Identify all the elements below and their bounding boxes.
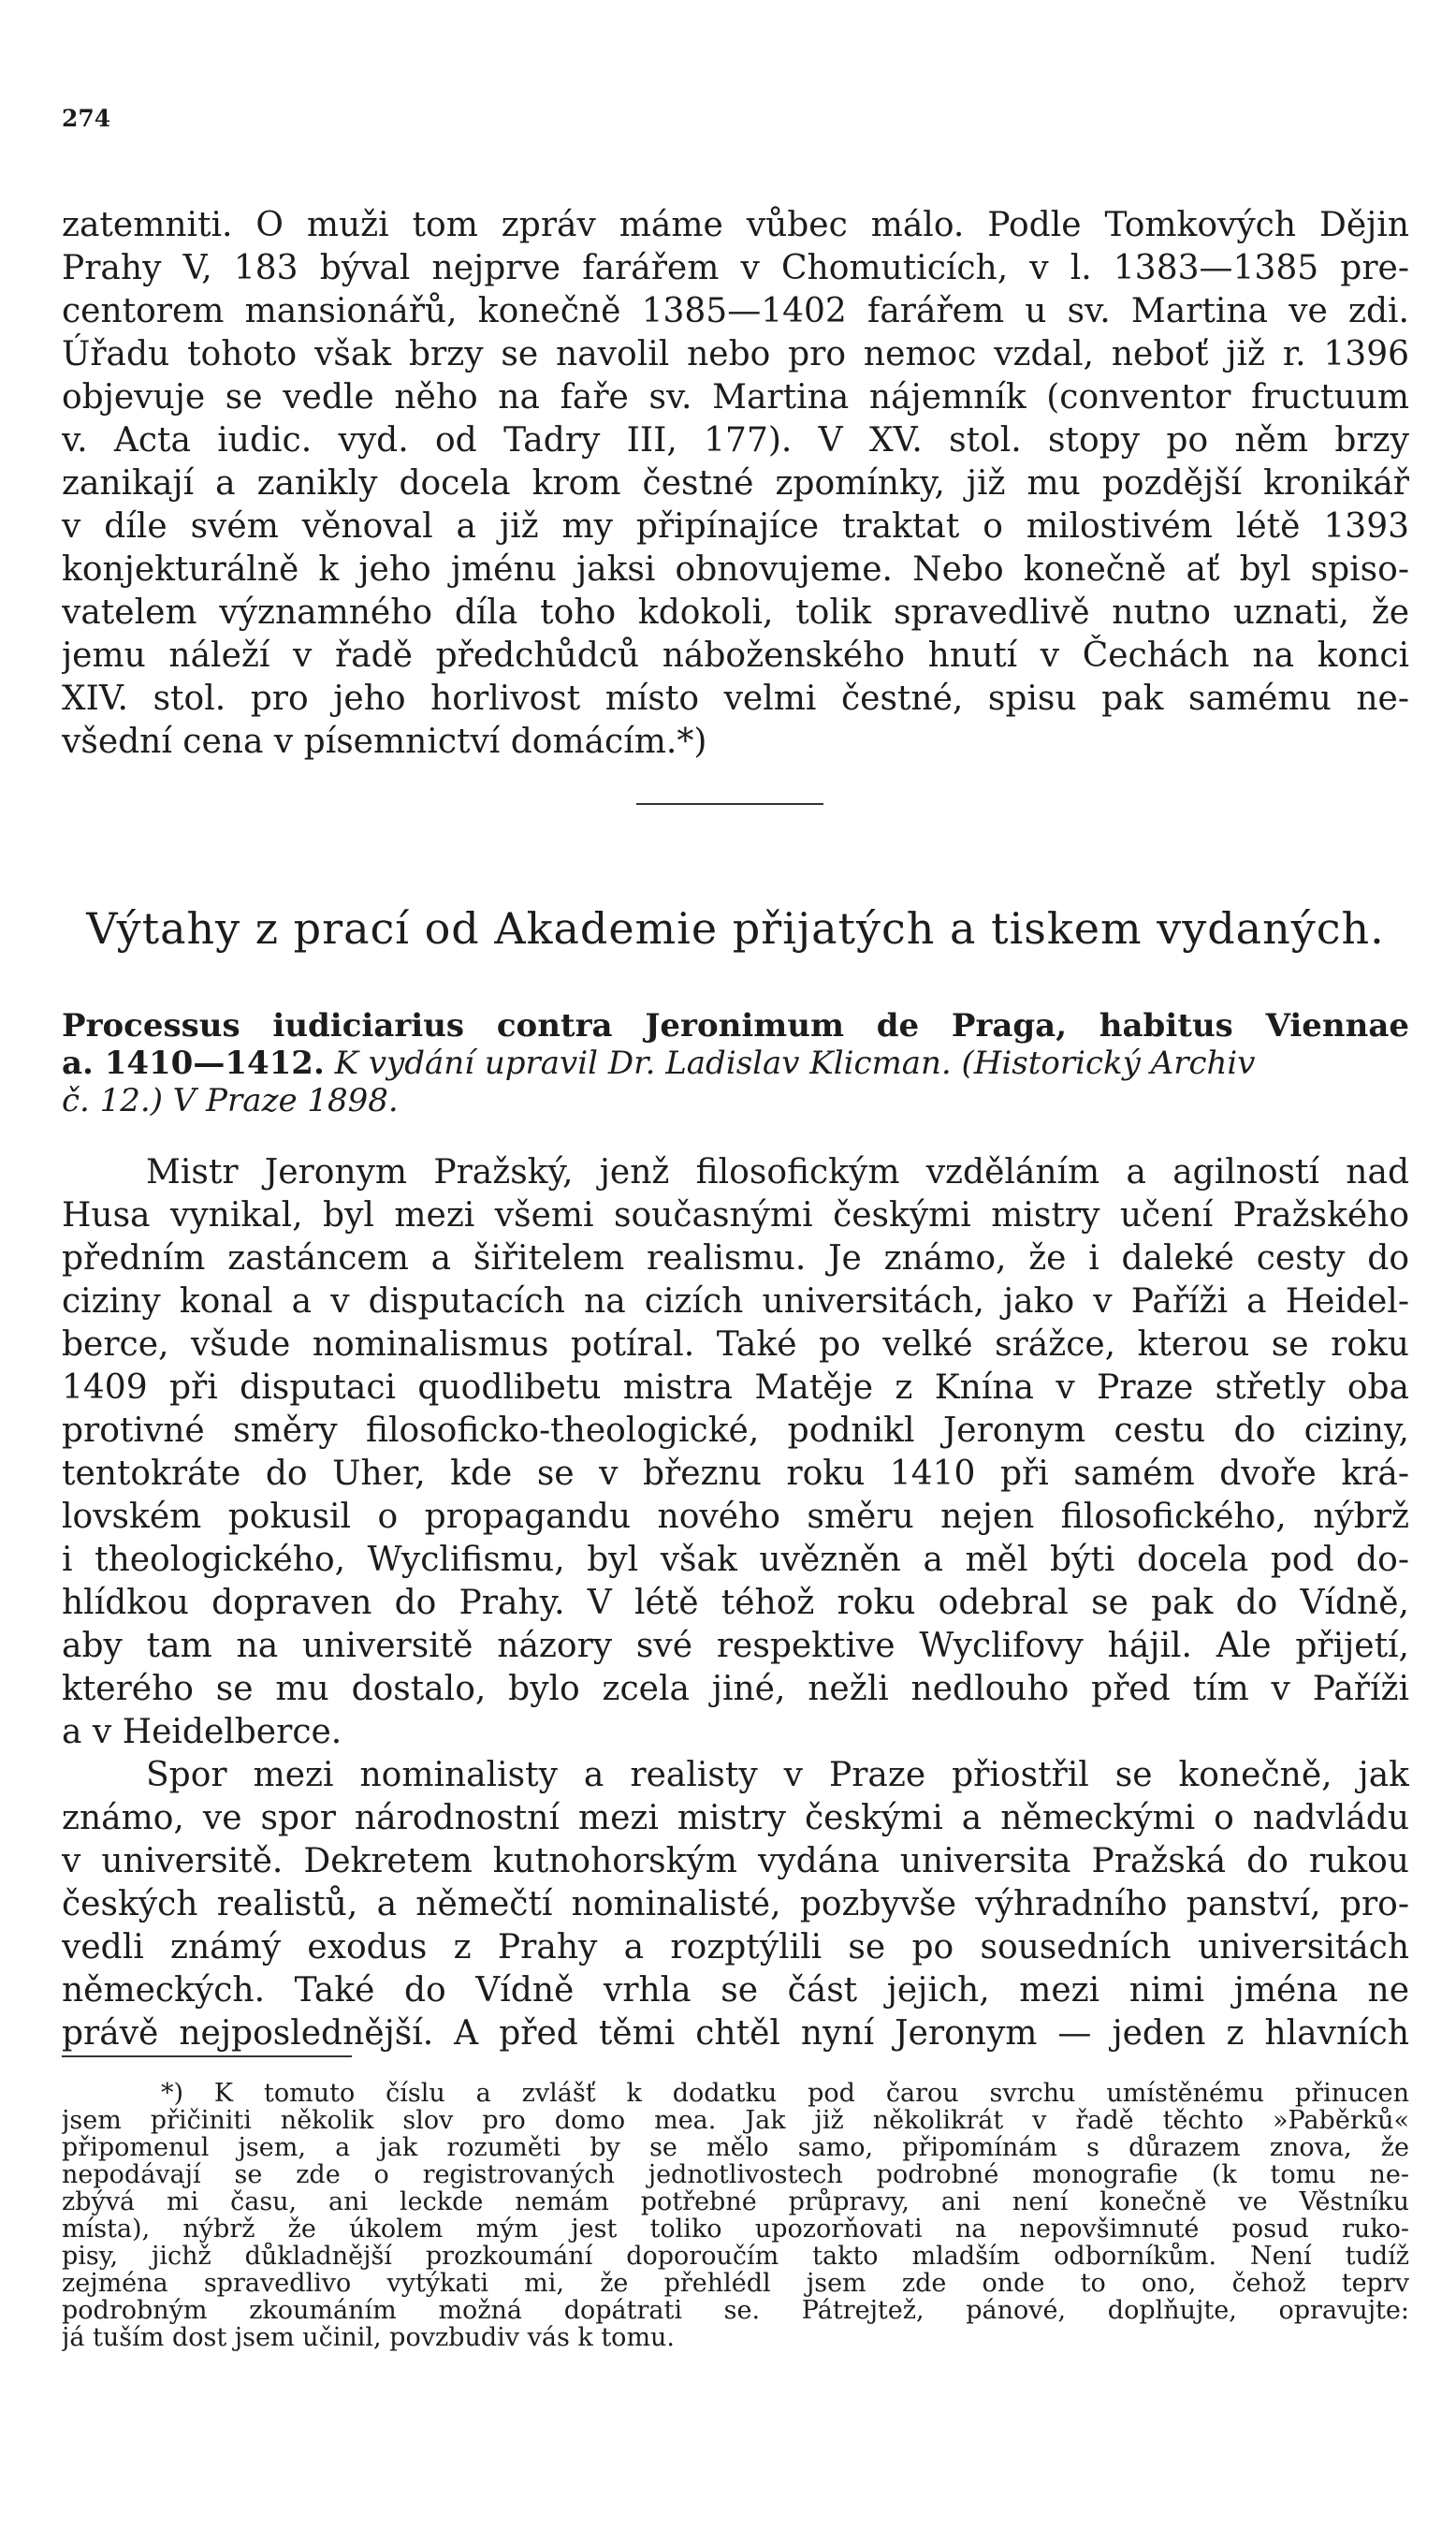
text-line: vatelem významného díla toho kdokoli, tolik spravedlivě nutno uznati, že [62,593,1409,632]
citation-series: č. 12.) V Praze 1898. [62,1082,399,1119]
text-line: Prahy V, 183 býval nejprve farářem v Chomuticích, v l. 1383—1385 pre- [62,249,1409,287]
text-line: právě nejposlednější. A před těmi chtěl nyní Jeronym — jeden z hlavních [62,2014,1409,2053]
footnote-line: podrobným zkoumáním možná dopátrati se. Pátrejtež, pánové, doplňujte, opravujte: [62,2297,1409,2324]
section-divider [636,803,823,805]
citation-editor: K vydání upravil Dr. Ladislav Klicman. (Historický Archiv [334,1045,1256,1082]
text-line: objevuje se vedle něho na faře sv. Martina nájemník (conventor fructuum [62,378,1409,417]
footnote [62,2080,1409,2351]
text-line: centorem mansionářů, konečně 1385—1402 farářem u sv. Martina ve zdi. [62,292,1409,330]
text-line: zanikají a zanikly docela krom čestné zpomínky, již mu pozdější kronikář [62,464,1409,503]
text-line: předním zastáncem a šiřitelem realismu. Je známo, že i daleké cesty do [62,1239,1409,1278]
footnote-line: zbývá mi času, ani leckde nemám potřebné průpravy, ani není konečně ve Věstníku [62,2188,1409,2215]
text-line: českých realistů, a němečtí nominalisté, pozbyvše výhradního panství, pro- [62,1885,1409,1923]
text-line: berce, všude nominalismus potíral. Také po velké srážce, kterou se roku [62,1325,1409,1364]
text-line: tentokráte do Uher, kde se v březnu roku 1410 při samém dvoře krá- [62,1455,1409,1493]
footnote-line: *) K tomuto číslu a zvlášť k dodatku pod čarou svrchu umístěnému přinucen [161,2080,1409,2107]
section-heading: Výtahy z prací od Akademie přijatých a tiskem vydaných. [86,903,1385,954]
text-line: a v Heidelberce. [62,1713,342,1751]
text-line: v díle svém věnoval a již my připínajíce traktat o milostivém létě 1393 [62,507,1409,546]
citation-dates-editor [62,1045,1409,1082]
text-line: protivné směry filosoficko-theologické, podnikl Jeronym cestu do ciziny, [62,1411,1409,1450]
text-line: lovském pokusil o propagandu nového směru nejen filosofického, nýbrž [62,1498,1409,1536]
text-line: Husa vynikal, byl mezi všemi současnými českými mistry učení Pražského [62,1196,1409,1235]
footnote-line: místa), nýbrž že úkolem mým jest toliko upozorňovati na nepovšimnuté posud ruko- [62,2215,1409,2243]
citation-title: Processus iudiciarius contra Jeronimum de Praga, habitus Viennae [62,1007,1409,1045]
text-line: německých. Také do Vídně vrhla se část jejich, mezi nimi jména ne [62,1971,1409,2010]
text-line: vedli známý exodus z Prahy a rozptýlili se po sousedních universitách [62,1928,1409,1966]
text-line: i theologického, Wyclifismu, byl však uvězněn a měl býti docela pod do- [62,1541,1409,1579]
footnote-line: já tuším dost jsem učinil, povzbudiv vás k tomu. [62,2324,676,2351]
text-line: konjekturálně k jeho jménu jaksi obnovujeme. Nebo konečně ať byl spiso- [62,550,1409,589]
footnote-divider [62,2055,352,2057]
footnote-line: pisy, jichž důkladnější prozkoumání doporoučím takto mladším odborníkům. Není tudíž [62,2243,1409,2270]
text-line: hlídkou dopraven do Prahy. V létě téhož roku odebral se pak do Vídně, [62,1584,1409,1622]
text-line: Spor mezi nominalisty a realisty v Praze přiostřil se konečně, jak [146,1756,1409,1794]
text-line: zatemniti. O muži tom zpráv máme vůbec málo. Podle Tomkových Dějin [62,206,1409,244]
page-number: 274 [62,105,111,132]
text-line: 1409 při disputaci quodlibetu mistra Matěje z Knína v Praze střetly oba [62,1368,1409,1407]
text-line: všední cena v písemnictví domácím.*) [62,723,707,761]
text-line: Mistr Jeronym Pražský, jenž filosofickým vzděláním a agilností nad [146,1153,1409,1192]
text-line: v universitě. Dekretem kutnohorským vydána universita Pražská do rukou [62,1842,1409,1880]
citation-dates: a. 1410—1412. [62,1045,325,1082]
text-line: XIV. stol. pro jeho horlivost místo velmi čestné, spisu pak samému ne- [62,680,1409,718]
intro-paragraph [62,204,1409,764]
text-line: Úřadu tohoto však brzy se navolil nebo pro nemoc vzdal, neboť již r. 1396 [62,335,1409,373]
footnote-line: zejména spravedlivo vytýkati mi, že přehlédl jsem zde onde to ono, čehož teprv [62,2270,1409,2297]
text-line: kterého se mu dostalo, bylo zcela jiné, nežli nedlouho před tím v Paříži [62,1670,1409,1708]
text-line: jemu náleží v řadě předchůdců náboženského hnutí v Čechách na konci [62,636,1409,675]
text-line: ciziny konal a v disputacích na cizích universitách, jako v Paříži a Heidel- [62,1282,1409,1321]
text-line: v. Acta iudic. vyd. od Tadry III, 177). V XV. stol. stopy po něm brzy [62,421,1409,460]
text-line: aby tam na universitě názory své respektive Wyclifovy hájil. Ale přijetí, [62,1627,1409,1665]
footnote-line: jsem přičiniti několik slov pro domo mea. Jak již několikrát v řadě těchto »Paběrků« [62,2107,1409,2134]
footnote-line: připomenul jsem, a jak rozuměti by se mělo samo, připomínám s důrazem znova, že [62,2134,1409,2161]
body-text [62,1151,1409,2055]
text-line: známo, ve spor národnostní mezi mistry českými a německými o nadvládu [62,1799,1409,1837]
footnote-line: nepodávají se zde o registrovaných jednotlivostech podrobné monografie (k tomu ne- [62,2161,1409,2188]
citation [62,1007,1409,1119]
